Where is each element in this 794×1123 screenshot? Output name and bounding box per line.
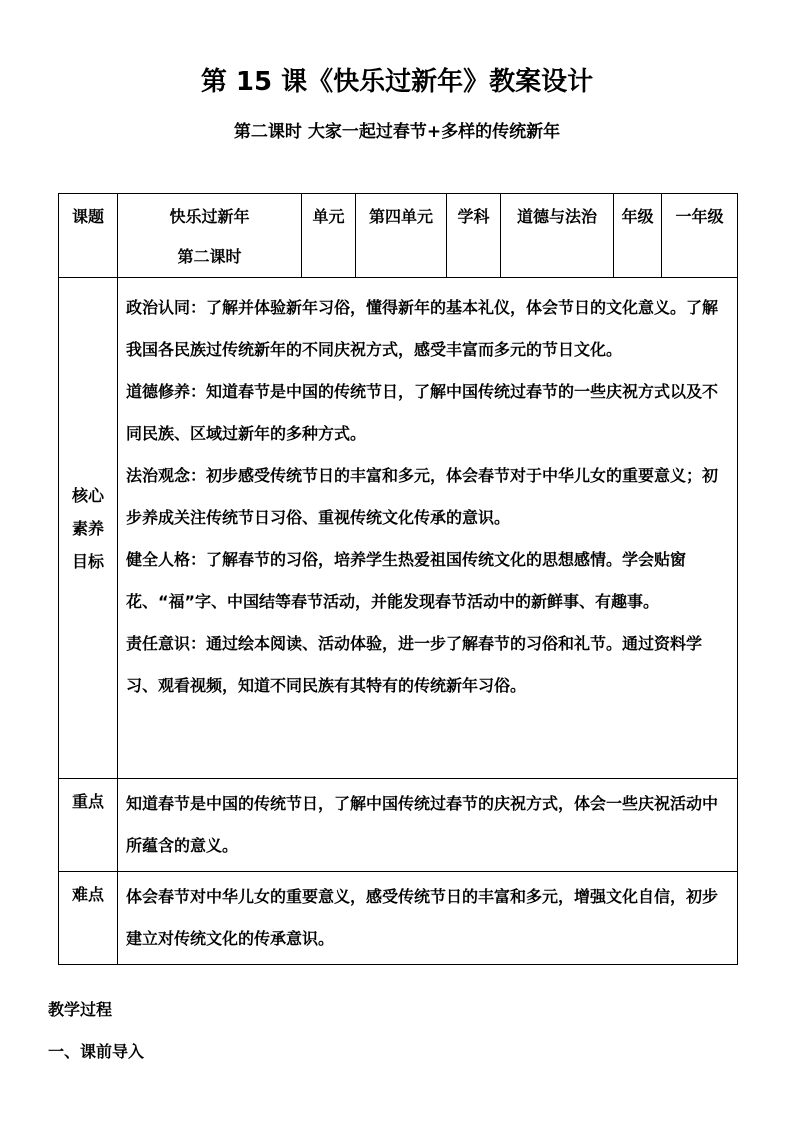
- pre-class-intro-heading: 一、课前导入: [48, 1042, 145, 1061]
- teaching-process-heading: 教学过程: [48, 1000, 113, 1019]
- unit-label: 单元: [312, 207, 345, 226]
- core-goals-content-cell: [118, 278, 738, 779]
- grade-label-cell: [614, 194, 662, 278]
- core-goals-label-line2: 素养: [71, 518, 104, 538]
- difficulty-label: 难点: [71, 885, 104, 904]
- goal-sound-personality: 健全人格：了解春节的习俗，培养学生热爱祖国传统文化的思想感情。学会贴窗花、“福”字、中国结等春节活动，并能发现春节活动中的新鲜事、有趣事。: [126, 550, 687, 611]
- grade-value: 一年级: [675, 207, 724, 226]
- subject-value-cell: [501, 194, 614, 278]
- difficulty-content-cell: [118, 872, 738, 965]
- subject-value: 道德与法治: [516, 207, 597, 226]
- core-goals-label-line1: 核心: [71, 485, 104, 505]
- difficulty-text: 体会春节对中华儿女的重要意义，感受传统节日的丰富和多元，增强文化自信，初步建立对传统文化的传承意识。: [126, 887, 719, 948]
- unit-value-cell: [356, 194, 447, 278]
- topic-value-line2: 第二课时: [177, 247, 242, 266]
- grade-label: 年级: [621, 207, 654, 226]
- subject-label: 学科: [457, 207, 490, 226]
- subject-label-cell: [447, 194, 501, 278]
- unit-value: 第四单元: [368, 207, 433, 226]
- key-point-label-cell: [59, 779, 118, 872]
- topic-value-line1: 快乐过新年: [169, 207, 250, 226]
- grade-value-cell: [662, 194, 738, 278]
- topic-label-cell: [59, 194, 118, 278]
- difficulty-label-cell: [59, 872, 118, 965]
- lesson-plan-table: [58, 193, 738, 965]
- header-row: [59, 194, 738, 278]
- key-point-text: 知道春节是中国的传统节日，了解中国传统过春节的庆祝方式，体会一些庆祝活动中所蕴含的意义。: [126, 794, 719, 855]
- goal-responsibility: 责任意识：通过绘本阅读、活动体验，进一步了解春节的习俗和礼节。通过资料学习、观看视频，知道不同民族有其特有的传统新年习俗。: [126, 634, 703, 695]
- unit-label-cell: [302, 194, 356, 278]
- document-subtitle: 第二课时 大家一起过春节+多样的传统新年: [233, 122, 561, 142]
- core-goals-label-line3: 目标: [71, 551, 104, 571]
- core-goals-row: [59, 278, 738, 779]
- key-point-label: 重点: [71, 792, 104, 811]
- difficulty-row: [59, 872, 738, 965]
- key-point-row: [59, 779, 738, 872]
- document-title: 第 15 课《快乐过新年》教案设计: [200, 67, 594, 97]
- goal-rule-of-law: 法治观念：初步感受传统节日的丰富和多元，体会春节对于中华儿女的重要意义；初步养成关注传统节日习俗、重视传统文化传承的意识。: [126, 466, 719, 527]
- core-goals-label-cell: [59, 278, 118, 779]
- key-point-content-cell: [118, 779, 738, 872]
- topic-label: 课题: [71, 207, 104, 226]
- goal-moral-cultivation: 道德修养：知道春节是中国的传统节日，了解中国传统过春节的一些庆祝方式以及不同民族、区域过新年的多种方式。: [126, 382, 719, 443]
- topic-value-cell: [118, 194, 302, 278]
- goal-political-identity: 政治认同：了解并体验新年习俗，懂得新年的基本礼仪，体会节日的文化意义。了解我国各民族过传统新年的不同庆祝方式，感受丰富而多元的节日文化。: [126, 298, 719, 359]
